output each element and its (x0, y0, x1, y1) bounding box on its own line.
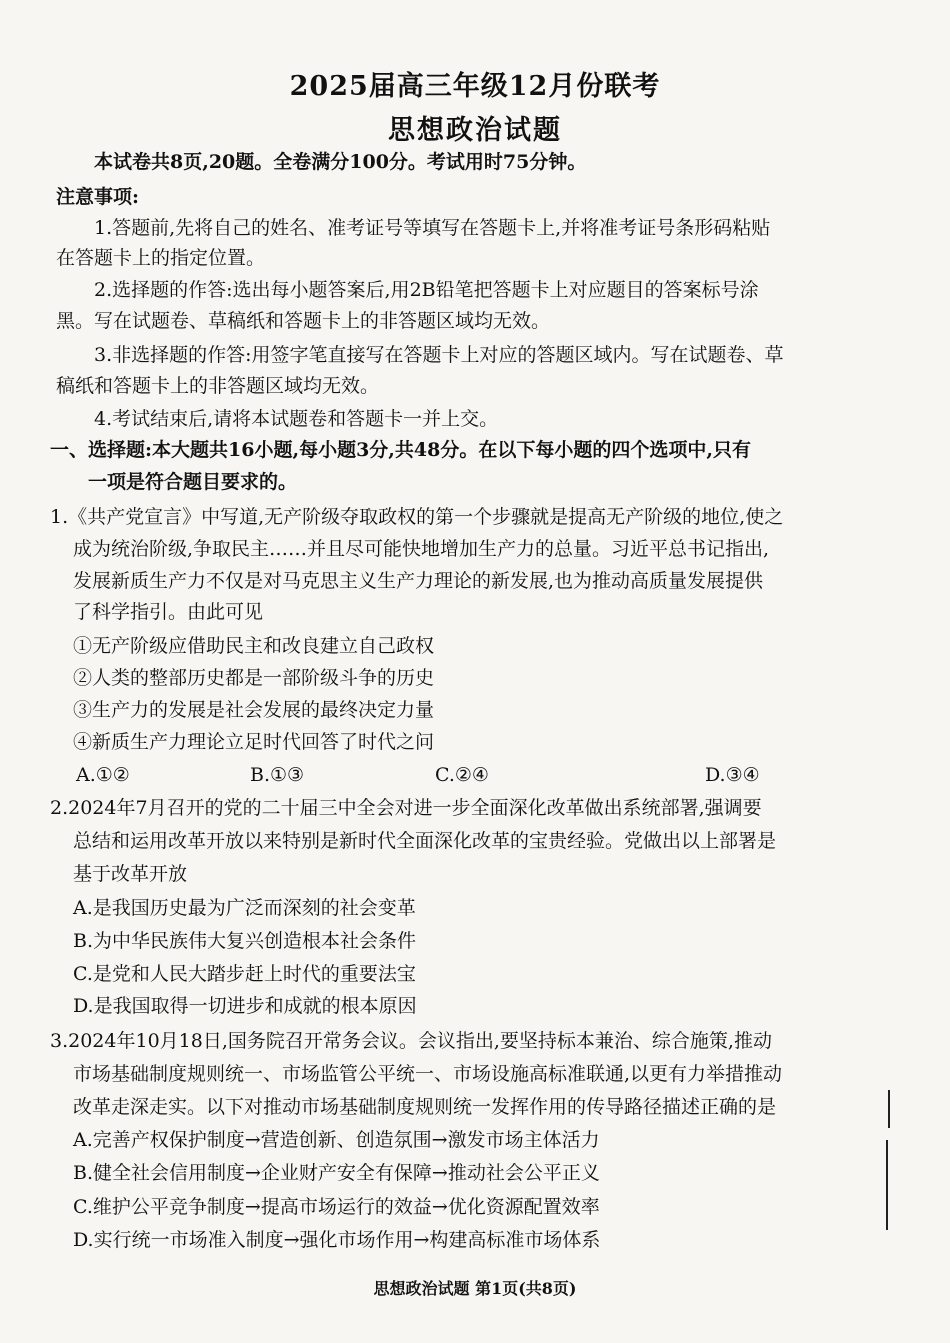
q3-stem-line-3: 改革走深走实。以下对推动市场基础制度规则统一发挥作用的传导路径描述正确的是 (73, 1096, 777, 1118)
q2-option-b: B.为中华民族伟大复兴创造根本社会条件 (73, 930, 417, 952)
q1-statement-4: ④新质生产力理论立足时代回答了时代之问 (73, 731, 435, 753)
q2-option-c: C.是党和人民大踏步赶上时代的重要法宝 (73, 963, 416, 985)
q1-option-d: D.③④ (705, 764, 760, 786)
q1-statement-1: ①无产阶级应借助民主和改良建立自己政权 (73, 635, 435, 657)
q2-option-a: A.是我国历史最为广泛而深刻的社会变革 (73, 897, 416, 919)
notice-item-4: 4.考试结束后,请将本试题卷和答题卡一并上交。 (94, 408, 499, 430)
q1-option-c: C.②④ (435, 764, 489, 786)
q3-option-a: A.完善产权保护制度→营造创新、创造氛围→激发市场主体活力 (73, 1129, 600, 1151)
notice-item-2-line-1: 2.选择题的作答:选出每小题答案后,用2B铅笔把答题卡上对应题目的答案标号涂 (94, 279, 759, 301)
notice-item-1-line-1: 1.答题前,先将自己的姓名、准考证号等填写在答题卡上,并将准考证号条形码粘贴 (94, 217, 771, 239)
q1-statement-2: ②人类的整部历史都是一部阶级斗争的历史 (73, 667, 435, 689)
q3-option-c: C.维护公平竞争制度→提高市场运行的效益→优化资源配置效率 (73, 1196, 600, 1218)
notice-item-1-line-2: 在答题卡上的指定位置。 (56, 247, 266, 269)
notice-item-3-line-1: 3.非选择题的作答:用签字笔直接写在答题卡上对应的答题区域内。写在试题卷、草 (94, 344, 784, 366)
q1-option-a: A.①② (76, 764, 130, 786)
scan-mark (888, 1090, 890, 1128)
notice-item-3-line-2: 稿纸和答题卡上的非答题区域均无效。 (56, 375, 380, 397)
q3-option-d: D.实行统一市场准入制度→强化市场作用→构建高标准市场体系 (73, 1229, 601, 1251)
q3-option-b: B.健全社会信用制度→企业财产安全有保障→推动社会公平正义 (73, 1162, 600, 1184)
page-footer: 思想政治试题 第1页(共8页) (373, 1279, 577, 1298)
q1-option-b: B.①③ (250, 764, 305, 786)
q1-stem-line-4: 了科学指引。由此可见 (73, 601, 264, 623)
q1-stem-line-2: 成为统治阶级,争取民主……并且尽可能快地增加生产力的总量。习近平总书记指出, (73, 538, 770, 560)
q1-stem-line-3: 发展新质生产力不仅是对马克思主义生产力理论的新发展,也为推动高质量发展提供 (73, 570, 764, 592)
q2-stem-line-3: 基于改革开放 (73, 863, 188, 885)
scan-mark (886, 1140, 888, 1230)
q2-option-d: D.是我国取得一切进步和成就的根本原因 (73, 995, 417, 1017)
q2-stem-line-2: 总结和运用改革开放以来特别是新时代全面深化改革的宝贵经验。党做出以上部署是 (73, 830, 777, 852)
section-heading-line-2: 一项是符合题目要求的。 (88, 471, 298, 493)
section-heading-line-1: 一、选择题:本大题共16小题,每小题3分,共48分。在以下每小题的四个选项中,只有 (50, 439, 751, 461)
q3-stem-line-2: 市场基础制度规则统一、市场监管公平统一、市场设施高标准联通,以更有力举措推动 (73, 1063, 783, 1085)
exam-title: 2025届高三年级12月份联考 (289, 71, 661, 102)
notice-item-2-line-2: 黑。写在试题卷、草稿纸和答题卡上的非答题区域均无效。 (56, 310, 551, 332)
exam-subject: 思想政治试题 (388, 115, 562, 146)
exam-info: 本试卷共8页,20题。全卷满分100分。考试用时75分钟。 (94, 151, 587, 173)
q2-stem-line-1: 2.2024年7月召开的党的二十届三中全会对进一步全面深化改革做出系统部署,强调要 (50, 797, 762, 819)
q3-stem-line-1: 3.2024年10月18日,国务院召开常务会议。会议指出,要坚持标本兼治、综合施策,推动 (50, 1030, 772, 1052)
notice-heading: 注意事项: (56, 186, 140, 208)
q1-stem-line-1: 1.《共产党宣言》中写道,无产阶级夺取政权的第一个步骤就是提高无产阶级的地位,使之 (50, 506, 784, 528)
q1-statement-3: ③生产力的发展是社会发展的最终决定力量 (73, 699, 435, 721)
